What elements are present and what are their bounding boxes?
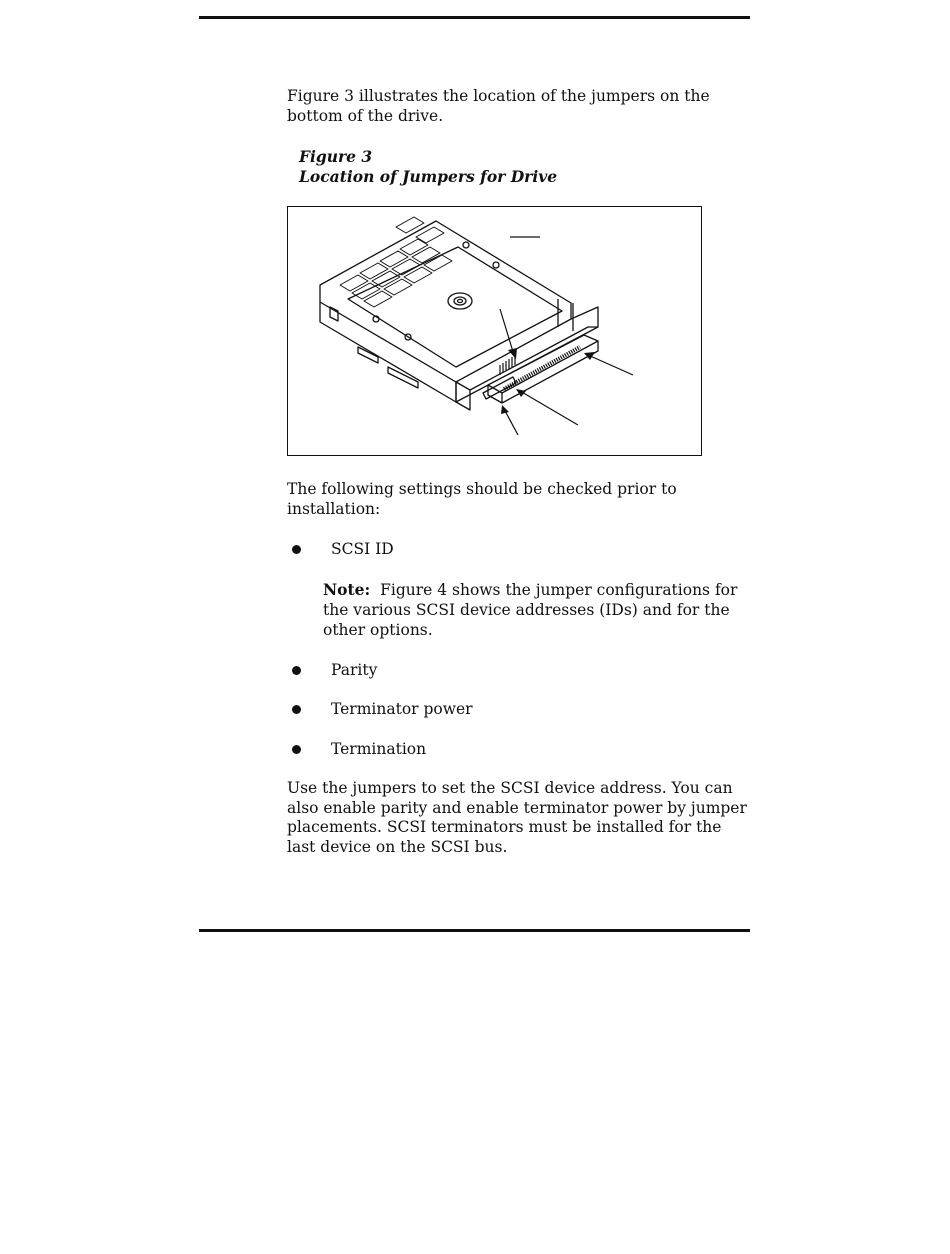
note-label: Note: — [323, 580, 371, 599]
bullet-text: Parity — [331, 661, 378, 679]
bullet-dot-icon — [292, 545, 301, 554]
bullet-dot-icon — [292, 705, 301, 714]
figure-number: Figure 3 — [299, 147, 373, 166]
figure-title: Location of Jumpers for Drive — [299, 167, 558, 186]
bullet-dot-icon — [292, 666, 301, 675]
figure-drive-illustration — [287, 206, 702, 456]
note-paragraph — [323, 580, 748, 640]
bottom-rule — [199, 929, 750, 932]
intro-paragraph: Figure 3 illustrates the location of the jumpers on the bottom of the drive. — [287, 87, 710, 125]
top-rule — [199, 16, 750, 19]
bullet-text: SCSI ID — [331, 540, 394, 558]
bullet-dot-icon — [292, 745, 301, 754]
closing-paragraph: Use the jumpers to set the SCSI device address. You can also enable parity and enable terminator power by jumper placements. SCSI terminators must be installed for the last device on the SCSI bus. — [287, 779, 747, 856]
drive-drawing-icon — [288, 207, 703, 457]
bullet-text: Termination — [331, 740, 427, 758]
bullet-text: Terminator power — [331, 700, 473, 718]
note-text: Figure 4 shows the jumper configurations for the various SCSI device addresses (IDs) and for the other options. — [323, 581, 738, 639]
settings-intro-paragraph: The following settings should be checked prior to installation: — [287, 480, 677, 518]
